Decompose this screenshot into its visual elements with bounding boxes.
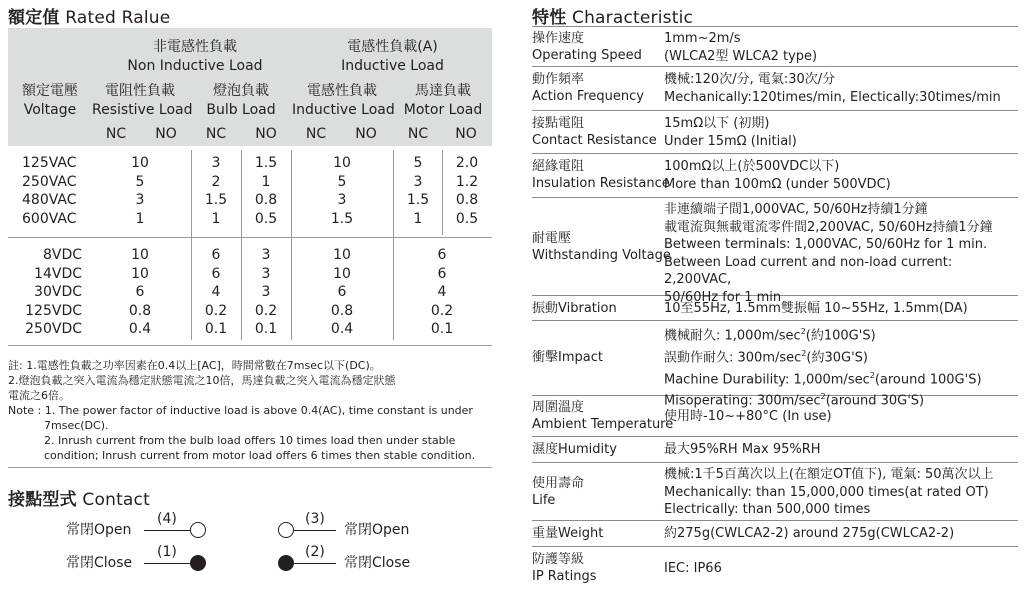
value-cell: 0.8 [128, 302, 152, 319]
char-row-vibration [532, 296, 1018, 321]
closed-contact-1 [190, 555, 206, 571]
char-row-ip-ratings [532, 547, 1018, 588]
ac-dc-divider [8, 237, 492, 238]
char-value: 非連續端子間1,000VAC, 50/60Hz持續1分鐘 載電流與無載電流零件間2,200VAC, 50/60Hz持續1分鐘 Between terminals: 1,000VAC, 50/60Hz for 1 min. Between Load current and non-load current: 2,200VAC, 50/60Hz for 1 min [664, 202, 993, 305]
voltage-cell: 250VAC [22, 173, 77, 190]
value-cell: 5 [135, 173, 145, 190]
value-cell: 0.1 [204, 321, 228, 337]
ac-bulb-nc-column [191, 154, 241, 228]
no-label-2: NO [255, 126, 277, 142]
inductive-header: 電感性負載(A) Inductive Load [341, 39, 444, 74]
char-label: 防護等級 IP Ratings [532, 552, 597, 584]
nc-label-4: NC [407, 126, 429, 142]
right-open-label: 常閉Open [344, 522, 410, 538]
value-cell: 10 [131, 247, 149, 263]
char-value: 機械:120次/分, 電氣:30次/分 Mechanically:120times/min, Electically:30times/min [664, 72, 1001, 105]
voltage-cell: 125VAC [22, 155, 77, 171]
left-close-label: 常閉Close [66, 555, 133, 571]
voltage-cell: 30VDC [34, 284, 82, 300]
char-label: 重量Weight [532, 526, 604, 541]
nc-label-2: NC [205, 126, 227, 142]
ac-voltage-column [22, 154, 77, 228]
char-label: 耐電壓 Withstanding Voltage [532, 231, 671, 263]
value-cell: 1 [261, 173, 271, 190]
char-row-insulation-resistance [532, 154, 1018, 198]
value-cell: 1.5 [330, 210, 354, 227]
char-row-action-frequency [532, 67, 1018, 111]
value-cell: 0.8 [254, 192, 278, 208]
char-label: 使用壽命 Life [532, 476, 585, 508]
value-cell: 3 [261, 265, 271, 282]
char-label: 衝擊Impact [532, 350, 603, 365]
ac-motor-no-column [442, 154, 492, 228]
rated-notes [8, 358, 475, 463]
nc-label-1: NC [105, 126, 127, 142]
voltage-cell: 600VAC [22, 210, 77, 227]
char-label: 濕度Humidity [532, 442, 617, 457]
voltage-cell: 480VAC [22, 192, 77, 208]
char-value: 機械:1千5百萬次以上(在額定OT值下), 電氣: 50萬次以上 Mechanically: than 15,000,000 times(at rated OT) Electrically: than 500,000 times [664, 467, 994, 517]
dc-voltage-column [22, 246, 82, 339]
char-value: 機械耐久: $1,000m/\sec^2$(約100G'S) 誤動作耐久: $300m/\sec^2$(約30G'S) Machine Durability: $1,000m/\sec^2(around$ 100G'S) Misoperating: $300m/\sec^2(around$ 30G'S) [664, 327, 982, 409]
char-value: 15mΩ以下 (初期) Under 15mΩ (Initial) [664, 116, 797, 149]
char-value: 1mm~2m/s (WLCA2型 WLCA2 type) [664, 31, 818, 64]
open-contact-3 [278, 522, 294, 538]
note-line: 註: 1.電感性負載之功率因素在0.4以上[AC]，時間常數在7msec以下(DC)。 [8, 359, 381, 372]
value-cell: 6 [437, 247, 447, 263]
value-cell: 2.0 [455, 155, 479, 171]
value-cell: 10 [333, 265, 351, 282]
value-cell: 0.4 [330, 321, 354, 337]
value-cell: 5 [413, 155, 423, 171]
note-line: Note : 1. The power factor of inductive load is above 0.4(AC), time constant is under [8, 404, 473, 417]
value-cell: 3 [261, 284, 271, 300]
characteristic-title [532, 3, 693, 28]
note-line: 7msec(DC). [44, 419, 109, 432]
terminal-3-label: (3) [305, 511, 325, 527]
dc-bulb-no-column [241, 246, 291, 339]
value-cell: 1.5 [406, 192, 430, 208]
value-cell: 2 [211, 173, 221, 190]
value-cell: 10 [333, 155, 351, 171]
value-cell: 1.5 [254, 155, 278, 171]
wire-3 [294, 530, 336, 531]
note-line: condition; Inrush current from motor load offers 6 times then stable condition. [44, 449, 476, 462]
value-cell: 1 [135, 210, 145, 227]
value-cell: 4 [211, 284, 221, 300]
value-cell: 5 [337, 173, 347, 190]
char-value: 100mΩ以上(於500VDC以下) More than 100mΩ (under 500VDC) [664, 159, 891, 192]
value-cell: 10 [131, 265, 149, 282]
voltage-cell: 14VDC [34, 265, 82, 282]
contact-title-zh: 接點型式 [8, 490, 77, 510]
value-cell: 0.2 [430, 302, 454, 319]
rated-title-zh: 額定值 [8, 8, 60, 28]
value-cell: 1 [211, 210, 221, 227]
char-label: 接點電阻 Contact Resistance [532, 116, 657, 148]
open-contact-4 [190, 522, 206, 538]
value-cell: 6 [211, 265, 221, 282]
value-cell: 10 [333, 247, 351, 263]
wire-4 [144, 530, 190, 531]
right-close-label: 常閉Close [344, 555, 411, 571]
value-cell: 10 [131, 155, 149, 171]
rated-value-title [8, 3, 170, 28]
value-cell: 0.4 [128, 321, 152, 337]
wire-1 [144, 563, 190, 564]
nc-label-3: NC [305, 126, 327, 142]
terminal-1-label: (1) [157, 544, 177, 560]
value-cell: 0.1 [430, 321, 454, 337]
char-row-contact-resistance [532, 111, 1018, 154]
contact-title-en: Contact [82, 490, 150, 510]
char-row-impact [532, 321, 1018, 409]
bulb-load-header: 燈泡負載 Bulb Load [206, 83, 276, 118]
char-value: 最大95%RH Max 95%RH [664, 442, 821, 457]
value-cell: 6 [437, 265, 447, 282]
terminal-4-label: (4) [157, 511, 177, 527]
char-row-operating-speed [532, 26, 1018, 67]
value-cell: 6 [337, 284, 347, 300]
value-cell: 0.8 [455, 192, 479, 208]
char-row-withstanding-voltage [532, 198, 1018, 305]
note-line: 電流之6倍。 [8, 389, 70, 402]
col-separator [291, 150, 292, 340]
voltage-header: 額定電壓 Voltage [22, 83, 78, 118]
dc-motor-column [417, 246, 467, 339]
no-label-1: NO [155, 126, 177, 142]
rated-title-en: Rated Ralue [65, 8, 171, 28]
char-label: 絕緣電阻 Insulation Resistance [532, 159, 670, 191]
value-cell: 1.2 [455, 173, 479, 190]
left-open-label: 常閉Open [66, 522, 132, 538]
ac-bulb-no-column [241, 154, 291, 228]
value-cell: 6 [135, 284, 145, 300]
table-bottom-rule [8, 345, 492, 346]
value-cell: 3 [413, 173, 423, 190]
resistive-load-header: 電阻性負載 Resistive Load [92, 83, 193, 118]
value-cell: 0.1 [254, 321, 278, 337]
no-label-4: NO [455, 126, 477, 142]
char-row-humidity [532, 437, 1018, 463]
no-label-3: NO [355, 126, 377, 142]
ac-motor-nc-column [393, 154, 443, 228]
char-value: 約275g(CWLCA2-2) around 275g(CWLCA2-2) [664, 526, 955, 541]
char-title-en: Characteristic [572, 8, 694, 28]
value-cell: 6 [211, 247, 221, 263]
dc-resistive-column [115, 246, 165, 339]
motor-load-header: 馬達負載 Motor Load [403, 83, 483, 118]
non-inductive-header: 非電感性負載 Non Inductive Load [127, 39, 263, 74]
note-line: 2. Inrush current from the bulb load offers 10 times load then under stable [44, 434, 456, 447]
char-label: 周圍溫度 Ambient Temperature [532, 400, 674, 432]
value-cell: 0.2 [204, 302, 228, 319]
char-row-ambient-temperature [532, 396, 1018, 437]
char-label: 動作頻率 Action Frequency [532, 72, 645, 104]
inductive-load-header: 電感性負載 Inductive Load [292, 83, 395, 118]
note-line: 2.燈泡負載之突入電流為穩定狀態電流之10倍，馬達負載之突入電流為穩定狀態 [8, 374, 396, 387]
char-value: 使用時-10~+80°C (In use) [664, 409, 832, 424]
char-title-zh: 特性 [532, 8, 567, 28]
ac-inductive-column [317, 154, 367, 228]
voltage-cell: 250VDC [25, 321, 82, 337]
char-value: IEC: IP66 [664, 561, 722, 576]
dc-inductive-column [317, 246, 367, 339]
voltage-cell: 8VDC [42, 247, 82, 263]
value-cell: 3 [135, 192, 145, 208]
ac-resistive-column [115, 154, 165, 228]
value-cell: 0.2 [254, 302, 278, 319]
char-row-life [532, 463, 1018, 521]
wire-2 [294, 563, 336, 564]
value-cell: 0.8 [330, 302, 354, 319]
char-value: 10至55Hz, 1.5mm雙振幅 10~55Hz, 1.5mm(DA) [664, 301, 968, 316]
value-cell: 3 [261, 247, 271, 263]
value-cell: 3 [211, 155, 221, 171]
value-cell: 1.5 [204, 192, 228, 208]
value-cell: 0.5 [455, 210, 479, 227]
contact-title [8, 485, 150, 510]
value-cell: 3 [337, 192, 347, 208]
closed-contact-2 [278, 555, 294, 571]
value-cell: 0.5 [254, 210, 278, 227]
char-row-weight [532, 521, 1018, 547]
dc-bulb-nc-column [191, 246, 241, 339]
char-label: 振動Vibration [532, 301, 617, 316]
notes-bottom-rule [8, 467, 492, 468]
value-cell: 1 [413, 210, 423, 227]
voltage-cell: 125VDC [25, 302, 82, 319]
value-cell: 4 [437, 284, 447, 300]
char-label: 操作速度 Operating Speed [532, 31, 642, 63]
terminal-2-label: (2) [305, 544, 325, 560]
